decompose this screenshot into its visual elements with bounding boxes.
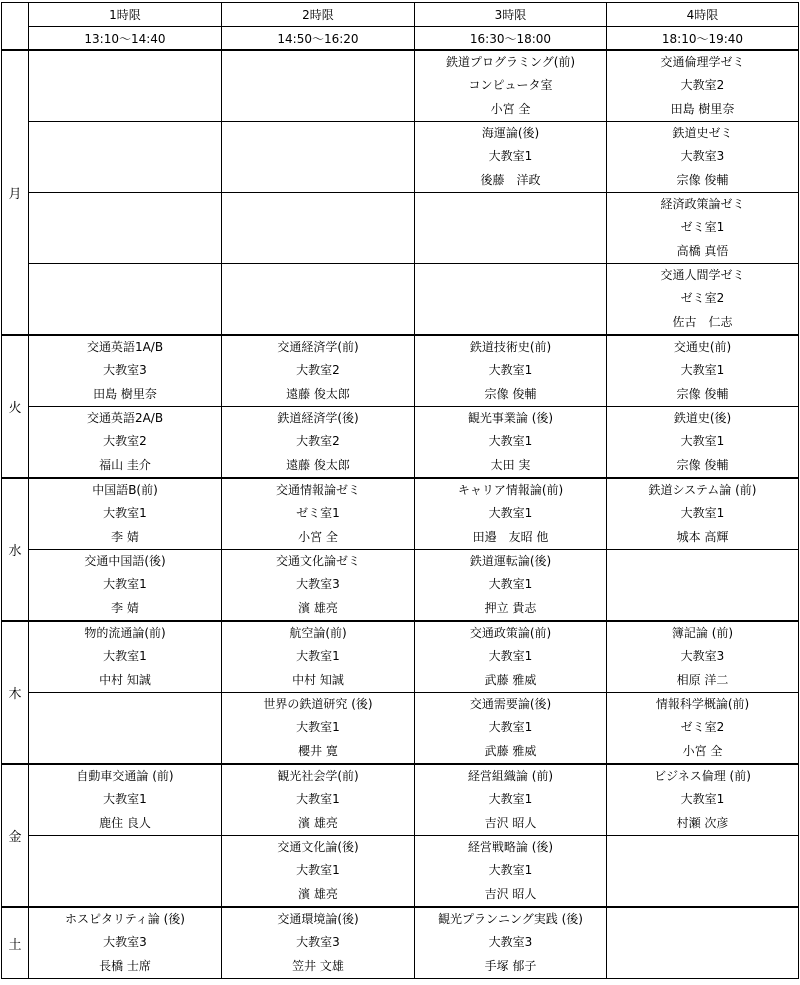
day-label: 水 [2, 478, 29, 621]
teacher-name: 田邉 友昭 他 [472, 529, 549, 544]
course-name: 鉄道システム論 (前) [648, 483, 757, 498]
room-name: 大教室2 [103, 434, 147, 449]
empty-class-cell [415, 193, 607, 264]
room-name: 大教室1 [103, 577, 147, 592]
teacher-name: 城本 高輝 [676, 529, 729, 544]
teacher-name: 高橋 真悟 [676, 243, 729, 258]
teacher-name: 鹿住 良人 [99, 815, 151, 830]
empty-class-cell [222, 122, 415, 193]
class-cell [415, 836, 607, 908]
course-name: 観光事業論 (後) [467, 411, 554, 426]
class-row [2, 264, 799, 336]
course-name: 交通需要論(後) [469, 697, 552, 712]
room-name: 大教室1 [488, 434, 533, 449]
course-name: 交通史(前) [673, 340, 732, 355]
course-name: 交通政策論(前) [469, 626, 552, 641]
class-cell [29, 621, 222, 693]
room-name: 大教室1 [296, 649, 340, 664]
class-cell [222, 550, 415, 622]
course-name: 交通人間学ゼミ [660, 268, 745, 283]
teacher-name: 中村 知誠 [292, 672, 344, 687]
course-name: 自動車交通論 (前) [76, 769, 174, 784]
empty-class-cell [29, 264, 222, 336]
empty-class-cell [415, 264, 607, 336]
room-name: 大教室1 [103, 649, 147, 664]
room-name: 大教室1 [488, 792, 533, 807]
course-name: 中国語B(前) [92, 483, 158, 498]
class-row [2, 907, 799, 979]
teacher-name: 吉沢 昭人 [484, 886, 537, 901]
room-name: 大教室1 [103, 506, 147, 521]
class-cell [415, 621, 607, 693]
class-cell [415, 764, 607, 836]
class-row [2, 193, 799, 264]
teacher-name: 李 婧 [111, 529, 139, 544]
class-cell [607, 335, 799, 407]
class-row [2, 764, 799, 836]
course-name: 情報科学概論(前) [655, 697, 750, 712]
room-name: 大教室1 [488, 149, 533, 164]
room-name: 大教室2 [680, 78, 725, 93]
class-cell [222, 407, 415, 479]
course-name: 世界の鉄道研究 (後) [263, 697, 373, 712]
empty-class-cell [29, 122, 222, 193]
teacher-name: 佐古 仁志 [672, 314, 733, 329]
teacher-name: 笠井 文雄 [292, 958, 344, 973]
class-cell [607, 122, 799, 193]
class-cell [29, 550, 222, 622]
teacher-name: 村瀬 次彦 [676, 815, 729, 830]
empty-class-cell [607, 907, 799, 979]
room-name: 大教室3 [103, 935, 147, 950]
room-name: 大教室3 [296, 935, 340, 950]
class-cell [415, 550, 607, 622]
course-name: 交通倫理学ゼミ [660, 55, 745, 70]
class-cell [607, 478, 799, 550]
teacher-name: 手塚 郁子 [484, 958, 537, 973]
room-name: 大教室2 [296, 434, 340, 449]
course-name: ホスピタリティ論 (後) [65, 912, 185, 927]
teacher-name: 小宮 全 [298, 529, 338, 544]
course-name: 交通情報論ゼミ [275, 483, 360, 498]
class-row [2, 50, 799, 122]
room-name: 大教室1 [296, 720, 340, 735]
day-label: 火 [2, 335, 29, 478]
class-row [2, 478, 799, 550]
day-label: 金 [2, 764, 29, 907]
teacher-name: 武藤 雅威 [484, 743, 537, 758]
empty-class-cell [607, 836, 799, 908]
class-cell [222, 907, 415, 979]
class-cell [222, 621, 415, 693]
teacher-name: 小宮 全 [682, 743, 723, 758]
course-name: 物的流通論(前) [84, 626, 166, 641]
teacher-name: 長橋 士席 [99, 958, 151, 973]
room-name: 大教室3 [296, 577, 340, 592]
course-name: 航空論(前) [289, 626, 347, 641]
course-name: 交通文化論(後) [277, 840, 359, 855]
class-row [2, 693, 799, 765]
room-name: ゼミ室1 [296, 506, 340, 521]
empty-class-cell [222, 50, 415, 122]
class-cell [415, 122, 607, 193]
room-name: 大教室3 [680, 149, 725, 164]
course-name: 交通環境論(後) [277, 912, 359, 927]
teacher-name: 田島 樹里奈 [93, 386, 157, 401]
room-name: 大教室1 [103, 792, 147, 807]
teacher-name: 中村 知誠 [99, 672, 151, 687]
corner-cell [2, 3, 29, 51]
class-cell [607, 621, 799, 693]
class-cell [415, 50, 607, 122]
course-name: 鉄道経済学(後) [277, 411, 359, 426]
teacher-name: 濱 雄亮 [298, 600, 338, 615]
class-cell [607, 407, 799, 479]
day-label: 土 [2, 907, 29, 979]
room-name: 大教室1 [488, 363, 533, 378]
class-row [2, 836, 799, 908]
teacher-name: 武藤 雅威 [484, 672, 537, 687]
class-cell [607, 264, 799, 336]
teacher-name: 太田 実 [490, 457, 531, 472]
period-header: 1時限 [29, 3, 222, 27]
empty-class-cell [222, 264, 415, 336]
empty-class-cell [222, 193, 415, 264]
period-header: 3時限 [415, 3, 607, 27]
room-name: 大教室1 [296, 863, 340, 878]
room-name: 大教室1 [488, 720, 533, 735]
teacher-name: 宗像 俊輔 [676, 386, 729, 401]
teacher-name: 宗像 俊輔 [676, 172, 729, 187]
course-name: キャリア情報論(前) [457, 483, 564, 498]
course-name: 経済政策論ゼミ [660, 197, 745, 212]
period-header: 4時限 [607, 3, 799, 27]
room-name: 大教室1 [680, 434, 725, 449]
class-cell [415, 693, 607, 765]
course-name: 観光社会学(前) [277, 769, 359, 784]
teacher-name: 田島 樹里奈 [670, 101, 735, 116]
class-cell [29, 335, 222, 407]
empty-class-cell [29, 50, 222, 122]
header-row-times [2, 27, 799, 51]
room-name: 大教室3 [680, 649, 725, 664]
period-time: 16:30〜18:00 [415, 27, 607, 51]
room-name: 大教室1 [488, 506, 533, 521]
class-cell [607, 193, 799, 264]
class-cell [415, 335, 607, 407]
period-time: 14:50〜16:20 [222, 27, 415, 51]
teacher-name: 小宮 全 [490, 101, 531, 116]
teacher-name: 宗像 俊輔 [484, 386, 537, 401]
class-cell [29, 907, 222, 979]
class-row [2, 621, 799, 693]
course-name: 観光プランニング実践 (後) [438, 912, 583, 927]
class-cell [415, 478, 607, 550]
period-time: 13:10〜14:40 [29, 27, 222, 51]
header-row-periods [2, 3, 799, 27]
course-name: 交通英語2A/B [86, 411, 164, 426]
class-cell [222, 335, 415, 407]
course-name: 交通中国語(後) [84, 554, 166, 569]
timetable-body [2, 3, 799, 979]
class-cell [222, 693, 415, 765]
class-cell [29, 407, 222, 479]
course-name: 海運論(後) [481, 126, 540, 141]
teacher-name: 櫻井 寛 [298, 743, 338, 758]
room-name: コンピュータ室 [468, 78, 553, 93]
class-cell [222, 764, 415, 836]
room-name: 大教室3 [103, 363, 147, 378]
empty-class-cell [29, 693, 222, 765]
room-name: 大教室1 [488, 863, 533, 878]
room-name: 大教室2 [296, 363, 340, 378]
course-name: 鉄道運転論(後) [469, 554, 552, 569]
class-cell [29, 478, 222, 550]
timetable [1, 2, 799, 979]
teacher-name: 福山 圭介 [99, 457, 151, 472]
class-cell [415, 407, 607, 479]
course-name: 鉄道史(後) [673, 411, 732, 426]
course-name: 鉄道史ゼミ [672, 126, 733, 141]
teacher-name: 宗像 俊輔 [676, 457, 729, 472]
room-name: ゼミ室2 [680, 720, 725, 735]
empty-class-cell [607, 550, 799, 622]
teacher-name: 相原 洋二 [676, 672, 729, 687]
room-name: 大教室1 [488, 649, 533, 664]
class-row [2, 550, 799, 622]
empty-class-cell [29, 193, 222, 264]
teacher-name: 吉沢 昭人 [484, 815, 537, 830]
course-name: 経営戦略論 (後) [467, 840, 554, 855]
course-name: 交通経済学(前) [277, 340, 359, 355]
course-name: 交通文化論ゼミ [275, 554, 360, 569]
class-cell [607, 693, 799, 765]
room-name: 大教室1 [296, 792, 340, 807]
class-cell [607, 50, 799, 122]
teacher-name: 濱 雄亮 [298, 886, 338, 901]
course-name: 簿記論 (前) [671, 626, 734, 641]
room-name: ゼミ室2 [680, 291, 725, 306]
class-cell [222, 836, 415, 908]
teacher-name: 遠藤 俊太郎 [286, 457, 350, 472]
teacher-name: 後藤 洋政 [480, 172, 541, 187]
class-cell [222, 478, 415, 550]
course-name: ビジネス倫理 (前) [654, 769, 751, 784]
room-name: 大教室1 [680, 792, 725, 807]
class-row [2, 335, 799, 407]
teacher-name: 濱 雄亮 [298, 815, 338, 830]
day-label: 木 [2, 621, 29, 764]
teacher-name: 李 婧 [111, 600, 139, 615]
period-time: 18:10〜19:40 [607, 27, 799, 51]
course-name: 交通英語1A/B [86, 340, 164, 355]
room-name: 大教室1 [680, 363, 725, 378]
period-header: 2時限 [222, 3, 415, 27]
room-name: 大教室1 [488, 577, 533, 592]
class-row [2, 122, 799, 193]
teacher-name: 遠藤 俊太郎 [286, 386, 350, 401]
empty-class-cell [29, 836, 222, 908]
course-name: 鉄道技術史(前) [469, 340, 552, 355]
course-name: 鉄道プログラミング(前) [445, 55, 576, 70]
class-cell [415, 907, 607, 979]
class-row [2, 407, 799, 479]
room-name: ゼミ室1 [680, 220, 725, 235]
teacher-name: 押立 貴志 [484, 600, 537, 615]
course-name: 経営組織論 (前) [467, 769, 554, 784]
room-name: 大教室3 [488, 935, 533, 950]
room-name: 大教室1 [680, 506, 725, 521]
class-cell [29, 764, 222, 836]
day-label: 月 [2, 50, 29, 335]
class-cell [607, 764, 799, 836]
